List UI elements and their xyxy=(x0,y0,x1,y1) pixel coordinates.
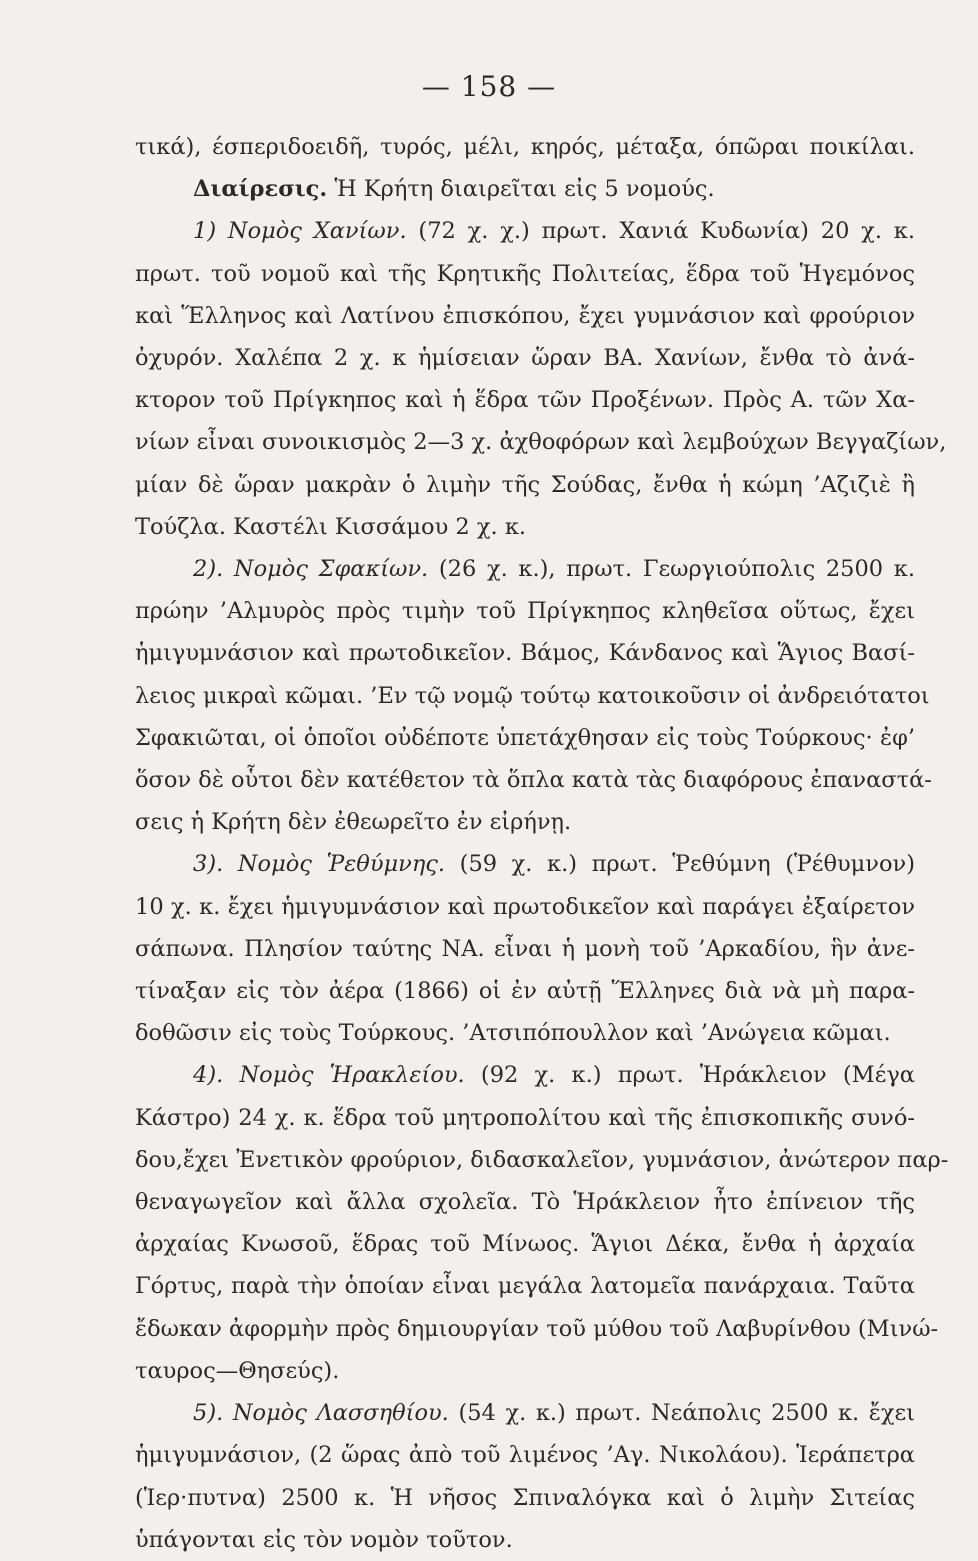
text-line xyxy=(135,168,915,210)
text-line xyxy=(135,1350,915,1392)
line-text: Ἡ Κρήτη διαιρεῖται εἰς 5 νομούς. xyxy=(327,176,715,203)
text-line xyxy=(135,548,915,590)
text-line xyxy=(135,970,915,1012)
section-heading: Διαίρεσις. xyxy=(193,176,328,203)
line-text: πρωτ. τοῦ νομοῦ καὶ τῆς Κρητικῆς Πολιτείας, ἕδρα τοῦ Ἡγεμόνος xyxy=(135,260,915,287)
line-text: (72 χ. χ.) πρωτ. Χανιά Κυδωνία) 20 χ. κ. xyxy=(406,218,915,245)
line-text: καὶ Ἕλληνος καὶ Λατίνου ἐπισκόπου, ἔχει γυμνάσιον καὶ φρούριον xyxy=(135,302,915,329)
line-text: (54 χ. κ.) πρωτ. Νεάπολις 2500 κ. ἔχει xyxy=(448,1400,915,1427)
line-text: ὀχυρόν. Χαλέπα 2 χ. κ ἡμίσειαν ὥραν ΒΑ. Χανίων, ἔνθα τὸ ἀνά- xyxy=(135,345,915,372)
text-line xyxy=(135,421,947,463)
line-text: λειος μικραὶ κῶμαι. ’Εν τῷ νομῷ τούτῳ κατοικοῦσιν οἱ ἀνδρειότατοι xyxy=(135,682,930,709)
line-text: ἡμιγυμνάσιον καὶ πρωτοδικεῖον. Βάμος, Κάνδανος καὶ Ἅγιος Βασί- xyxy=(135,640,915,667)
text-line xyxy=(135,1223,915,1265)
text-line xyxy=(135,759,932,801)
line-text: τικά), έσπεριδοειδῆ, τυρός, μέλι, κηρός, μέταξα, όπῶραι ποικίλαι. xyxy=(135,134,915,160)
text-line xyxy=(135,1265,915,1307)
text-line xyxy=(135,1519,915,1561)
line-text: ἀρχαίας Κνωσοῦ, ἕδρας τοῦ Μίνωος. Ἅγιοι Δέκα, ἔνθα ἡ ἀρχαία xyxy=(135,1231,915,1258)
body-text xyxy=(135,126,949,1561)
line-text: νίων εἶναι συνοικισμὸς 2—3 χ. ἀχθοφόρων καὶ λεμβούχων Βεγγαζίων, xyxy=(135,429,947,456)
text-line xyxy=(135,843,915,885)
text-line xyxy=(135,675,930,717)
line-text: μίαν δὲ ὥραν μακρὰν ὁ λιμὴν τῆς Σούδας, ἔνθα ἡ κώμη ’Αζιζιὲ ἢ xyxy=(135,471,915,498)
line-text: σεις ἡ Κρήτη δὲν ἐθεωρεῖτο ἐν εἰρήνῃ. xyxy=(135,809,572,836)
text-line xyxy=(135,506,915,548)
text-line xyxy=(135,464,915,506)
line-text: ἡμιγυμνάσιον, (2 ὥρας ἀπὸ τοῦ λιμένος ’Αγ. Νικολάου). Ἱεράπετρα xyxy=(135,1442,915,1469)
prefecture-heading: 5). Νομὸς Λασσηθίου. xyxy=(193,1400,449,1427)
prefecture-heading: 2). Νομὸς Σφακίων. xyxy=(193,556,429,583)
line-text: ἔδωκαν ἀφορμὴν πρὸς δημιουργίαν τοῦ μύθου τοῦ Λαβυρίνθου (Μινώ- xyxy=(135,1315,939,1342)
text-line xyxy=(135,1054,915,1096)
line-text: Σφακιῶται, οἱ ὁποῖοι οὐδέποτε ὑπετάχθησαν εἰς τοὺς Τούρκους· ἐφ’ xyxy=(135,724,915,751)
text-line xyxy=(135,590,915,632)
line-text: Τούζλα. Καστέλι Κισσάμου 2 χ. κ. xyxy=(135,513,527,540)
text-line xyxy=(135,126,915,168)
prefecture-heading: 1) Νομὸς Χανίων. xyxy=(193,218,407,245)
page-number: — 158 — xyxy=(421,70,557,103)
line-text: τίναξαν εἰς τὸν ἀέρα (1866) οἱ ἐν αὐτῇ Ἕλληνες διὰ νὰ μὴ παρα- xyxy=(135,978,915,1005)
text-line xyxy=(135,337,915,379)
text-line xyxy=(135,1392,915,1434)
text-line xyxy=(135,1097,915,1139)
text-line xyxy=(135,1308,939,1350)
text-line xyxy=(135,632,915,674)
text-line xyxy=(135,1181,915,1223)
line-text: ὅσον δὲ οὗτοι δὲν κατέθετον τὰ ὅπλα κατὰ τὰς διαφόρους ἐπαναστά- xyxy=(135,767,932,794)
line-text: 10 χ. κ. ἔχει ἡμιγυμνάσιον καὶ πρωτοδικεῖον καὶ παράγει ἐξαίρετον xyxy=(135,893,915,920)
text-line xyxy=(135,717,915,759)
line-text: δου,ἔχει Ἐνετικὸν φρούριον, διδασκαλεῖον, γυμνάσιον, ἀνώτερον παρ- xyxy=(135,1146,949,1173)
text-line xyxy=(135,886,915,928)
line-text: (26 χ. κ.), πρωτ. Γεωργιούπολις 2500 κ. xyxy=(428,556,915,583)
line-text: θεναγωγεῖον καὶ ἄλλα σχολεῖα. Τὸ Ἡράκλειον ἦτο ἐπίνειον τῆς xyxy=(135,1189,915,1216)
line-text: σάπωνα. Πλησίον ταύτης ΝΑ. εἶναι ἡ μονὴ τοῦ ’Αρκαδίου, ἣν ἀνε- xyxy=(135,935,915,962)
line-text: (59 χ. κ.) πρωτ. Ῥεθύμνη (Ῥέθυμνον) xyxy=(445,851,915,878)
line-text: (Ἱερ·πυτνα) 2500 κ. Ἡ νῆσος Σπιναλόγκα καὶ ὁ λιμὴν Σιτείας xyxy=(135,1484,915,1511)
line-text: (92 χ. κ.) πρωτ. Ἡράκλειον (Μέγα xyxy=(464,1062,915,1089)
text-line xyxy=(135,928,915,970)
text-line xyxy=(135,379,915,421)
text-line xyxy=(135,801,915,843)
text-line xyxy=(135,1477,915,1519)
prefecture-heading: 4). Νομὸς Ἡρακλείου. xyxy=(193,1062,465,1089)
text-line xyxy=(135,1139,949,1181)
line-text: ταυρος—Θησεύς). xyxy=(135,1357,340,1384)
line-text: ὑπάγονται εἰς τὸν νομὸν τοῦτον. xyxy=(135,1526,513,1553)
line-text: κτορον τοῦ Πρίγκηπος καὶ ἡ ἕδρα τῶν Προξένων. Πρὸς Α. τῶν Χα- xyxy=(135,387,915,414)
line-text: Κάστρο) 24 χ. κ. ἕδρα τοῦ μητροπολίτου καὶ τῆς ἐπισκοπικῆς συνό- xyxy=(135,1104,915,1131)
line-text: Γόρτυς, παρὰ τὴν ὁποίαν εἶναι μεγάλα λατομεῖα πανάρχαια. Ταῦτα xyxy=(135,1273,915,1300)
text-line xyxy=(135,1012,915,1054)
text-line xyxy=(135,295,915,337)
prefecture-heading: 3). Νομὸς Ῥεθύμνης. xyxy=(193,851,446,878)
line-text: πρώην ’Αλμυρὸς πρὸς τιμὴν τοῦ Πρίγκηπος κληθεῖσα οὕτως, ἔχει xyxy=(135,598,915,625)
line-text: δοθῶσιν εἰς τοὺς Τούρκους. ’Ατσιπόπουλλον καὶ ’Ανώγεια κῶμαι. xyxy=(135,1020,891,1047)
text-line xyxy=(135,210,915,252)
text-line xyxy=(135,1434,915,1476)
text-line xyxy=(135,253,915,295)
